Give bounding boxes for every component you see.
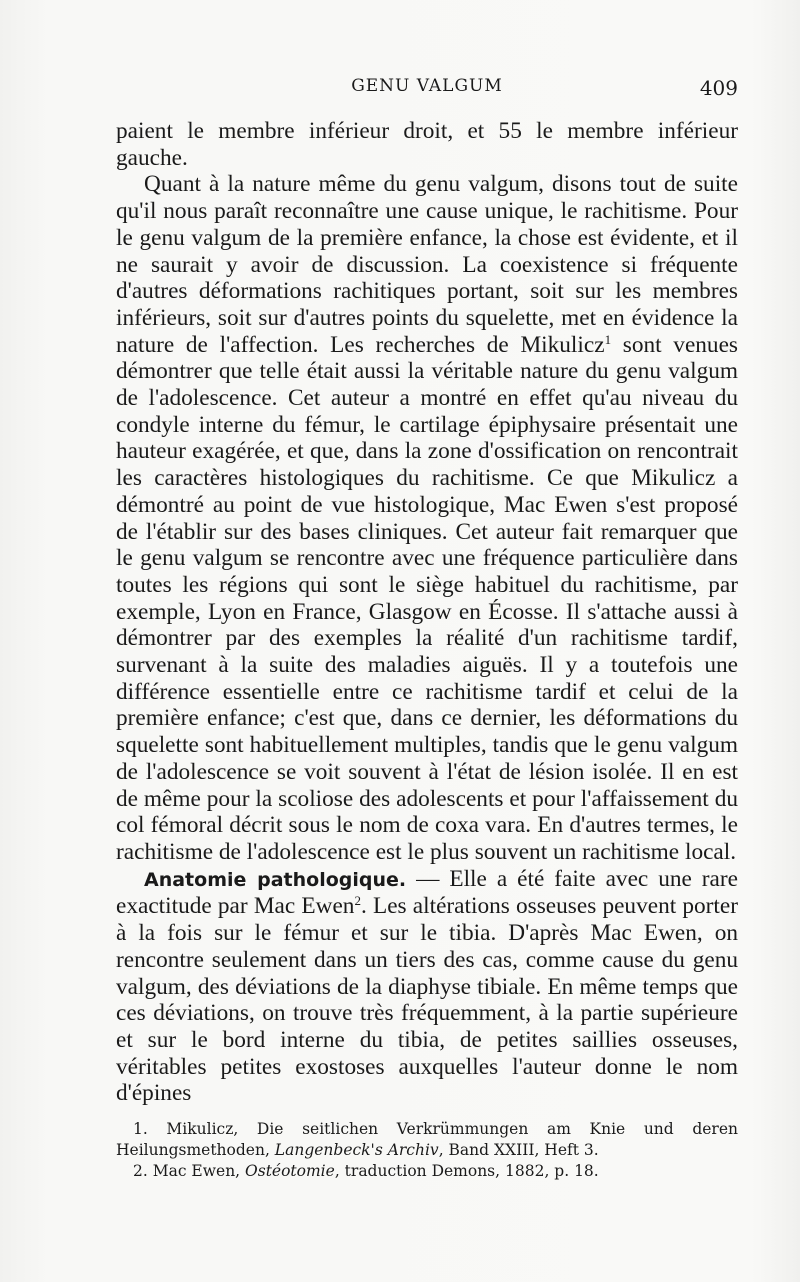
footnote-1 (116, 1119, 738, 1161)
book-title: Ostéotomie (245, 1162, 335, 1180)
page-number: 409 (699, 76, 738, 100)
paragraph-text: sont venues démontrer que telle était aussi la véritable nature du genu valgum de l'adolescence. Cet auteur a montré en effet qu'au niveau du condyle interne du fémur, le cartilage épiphysaire présentait une hauteur exagérée, et que, dans la zone d'ossification on rencontrait les caractères histologiques du rachitisme. Ce que Mikulicz a démontré au point de vue histologique, Mac Ewen s'est proposé de l'établir sur des bases cliniques. Cet auteur fait remarquer que le genu valgum se rencontre avec une fréquence particulière dans toutes les régions qui sont le siège habituel du rachitisme, par exemple, Lyon en France, Glasgow en Écosse. Il s'attache aussi à démontrer par des exemples la réalité d'un rachitisme tardif, survenant à la suite des maladies aiguës. Il y a toutefois une différence essentielle entre ce rachitisme tardif et celui de la première enfance; c'est que, dans ce dernier, les déformations du squelette sont habituellement multiples, tandis que le genu valgum de l'adolescence se voit souvent à l'état de lésion isolée. Il en est de même pour la scoliose des adolescents et pour l'affaissement du col fémoral décrit sous le nom de coxa vara. En d'autres termes, le rachitisme de l'adolescence est le plus souvent un rachitisme local. (116, 331, 738, 865)
footnotes (116, 1119, 738, 1182)
journal-title: Langenbeck's Archiv (274, 1141, 439, 1159)
paragraph-text: . Les altérations osseuses peuvent porter à la fois sur le fémur et sur le tibia. D'après Mac Ewen, on rencontre seulement dans un tiers des cas, comme cause du genu valgum, des déviations de la diaphyse tibiale. En même temps que ces déviations, on trouve très fréquemment, à la partie supérieure et sur le bord interne du tibia, de petites saillies osseuses, véritables petites exostoses auxquelles l'auteur donne le nom d'épines (116, 893, 738, 1107)
paragraph-text: Quant à la nature même du genu valgum, disons tout de suite qu'il nous paraît reconnaître une cause unique, le rachitisme. Pour le genu valgum de la première enfance, la chose est évidente, et il ne saurait y avoir de discussion. La coexistence si fréquente d'autres déformations rachitiques portant, soit sur les membres inférieurs, soit sur d'autres points du squelette, met en évidence la nature de l'affection. Les recherches de Mikulicz (116, 171, 738, 358)
footnote-reference: 2 (354, 893, 361, 909)
footnote-text: , traduction Demons, 1882, p. 18. (334, 1162, 599, 1180)
paragraph-text: — Elle a été faite avec une rare exactitude par Mac Ewen (116, 865, 738, 920)
footnote-text: 2. Mac Ewen, (133, 1162, 246, 1180)
running-title: GENU VALGUM (351, 76, 503, 96)
footnote-text: 1. Mikulicz, Die seitlichen Verkrümmungen am Knie und deren Heilungsmethoden, (116, 1120, 738, 1159)
page-header (116, 76, 738, 102)
paragraph-anatomie-pathologique (116, 866, 738, 1107)
main-text (116, 118, 738, 1107)
footnote-reference: 1 (604, 331, 612, 347)
footnote-2 (116, 1161, 738, 1182)
paragraph-continued (116, 118, 738, 171)
footnote-text: , Band XXIII, Heft 3. (438, 1141, 599, 1159)
paragraph-text: paient le membre inférieur droit, et 55 le membre inférieur gauche. (116, 118, 738, 171)
paragraph-nature-genu-valgum (116, 171, 738, 865)
section-heading: Anatomie pathologique. (144, 868, 407, 891)
